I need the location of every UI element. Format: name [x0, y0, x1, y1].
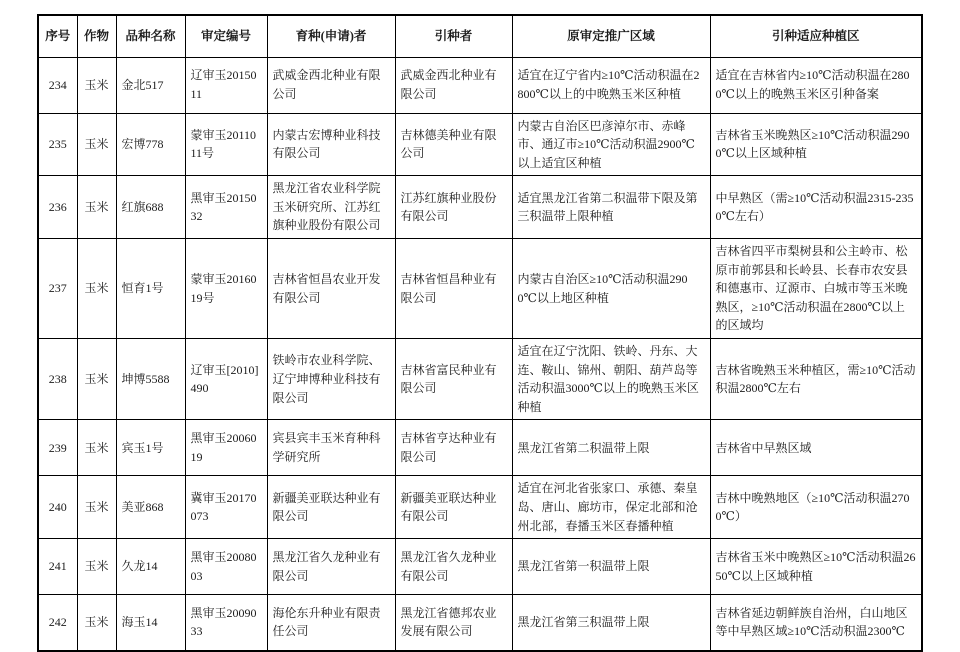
cell-breeder-applicant: 宾县宾丰玉米育种科学研究所: [267, 420, 395, 476]
table-row: [38, 176, 922, 239]
cell-variety-name: 宏博778: [116, 113, 185, 176]
cell-original-approved-region: 适宜黑龙江省第二积温带下限及第三积温带上限种植: [512, 176, 710, 239]
cell-approval-number: 蒙审玉2011011号: [185, 113, 267, 176]
cell-breeder-applicant: 铁岭市农业科学院、辽宁坤博种业科技有限公司: [267, 339, 395, 420]
cell-crop: 玉米: [77, 339, 116, 420]
cell-serial-number: 236: [38, 176, 77, 239]
cell-original-approved-region: 内蒙古自治区≥10℃活动积温2900℃以上地区种植: [512, 239, 710, 339]
cell-introducer: 黑龙江省德邦农业发展有限公司: [395, 595, 512, 651]
header-suitable-planting-zone: 引种适应种植区: [710, 15, 922, 57]
cell-variety-name: 美亚868: [116, 476, 185, 539]
cell-breeder-applicant: 内蒙古宏博种业科技有限公司: [267, 113, 395, 176]
cell-suitable-planting-zone: 吉林省中早熟区域: [710, 420, 922, 476]
cell-suitable-planting-zone: 吉林省玉米中晚熟区≥10℃活动积温2650℃以上区域种植: [710, 539, 922, 595]
cell-suitable-planting-zone: 吉林省延边朝鲜族自治州，白山地区等中早熟区域≥10℃活动积温2300℃: [710, 595, 922, 651]
cell-original-approved-region: 黑龙江省第一积温带上限: [512, 539, 710, 595]
table-row: [38, 239, 922, 339]
cell-introducer: 吉林省亨达种业有限公司: [395, 420, 512, 476]
cell-crop: 玉米: [77, 476, 116, 539]
cell-approval-number: 黑审玉2008003: [185, 539, 267, 595]
cell-approval-number: 冀审玉20170073: [185, 476, 267, 539]
cell-original-approved-region: 内蒙古自治区巴彦淖尔市、赤峰市、通辽市≥10℃活动积温2900℃以上适宜区种植: [512, 113, 710, 176]
table-row: [38, 539, 922, 595]
cell-approval-number: 黑审玉2009033: [185, 595, 267, 651]
cell-introducer: 武威金西北种业有限公司: [395, 57, 512, 113]
cell-crop: 玉米: [77, 539, 116, 595]
cell-approval-number: 蒙审玉2016019号: [185, 239, 267, 339]
cell-crop: 玉米: [77, 239, 116, 339]
cell-crop: 玉米: [77, 176, 116, 239]
cell-approval-number: 辽审玉2015011: [185, 57, 267, 113]
cell-breeder-applicant: 黑龙江省农业科学院玉米研究所、江苏红旗种业股份有限公司: [267, 176, 395, 239]
cell-serial-number: 240: [38, 476, 77, 539]
cell-serial-number: 239: [38, 420, 77, 476]
cell-introducer: 新疆美亚联达种业有限公司: [395, 476, 512, 539]
cell-crop: 玉米: [77, 595, 116, 651]
cell-breeder-applicant: 海伦东升种业有限责任公司: [267, 595, 395, 651]
cell-suitable-planting-zone: 吉林省玉米晚熟区≥10℃活动积温2900℃以上区域种植: [710, 113, 922, 176]
cell-crop: 玉米: [77, 57, 116, 113]
cell-approval-number: 辽审玉[2010]490: [185, 339, 267, 420]
cell-original-approved-region: 适宜在河北省张家口、承德、秦皇岛、唐山、廊坊市，保定北部和沧州北部，春播玉米区春播种植: [512, 476, 710, 539]
header-breeder-applicant: 育种(申请)者: [267, 15, 395, 57]
cell-introducer: 吉林德美种业有限公司: [395, 113, 512, 176]
cell-approval-number: 黑审玉2006019: [185, 420, 267, 476]
cell-serial-number: 237: [38, 239, 77, 339]
table-row: [38, 57, 922, 113]
cell-variety-name: 金北517: [116, 57, 185, 113]
cell-suitable-planting-zone: 吉林省晚熟玉米种植区，需≥10℃活动积温2800℃左右: [710, 339, 922, 420]
cell-introducer: 黑龙江省久龙种业有限公司: [395, 539, 512, 595]
header-variety-name: 品种名称: [116, 15, 185, 57]
cell-breeder-applicant: 黑龙江省久龙种业有限公司: [267, 539, 395, 595]
cell-breeder-applicant: 新疆美亚联达种业有限公司: [267, 476, 395, 539]
cell-suitable-planting-zone: 吉林中晚熟地区（≥10℃活动积温2700℃）: [710, 476, 922, 539]
header-introducer: 引种者: [395, 15, 512, 57]
cell-original-approved-region: 适宜在辽宁沈阳、铁岭、丹东、大连、鞍山、锦州、朝阳、葫芦岛等活动积温3000℃以上的晚熟玉米区种植: [512, 339, 710, 420]
cell-introducer: 吉林省恒昌种业有限公司: [395, 239, 512, 339]
cell-breeder-applicant: 武威金西北种业有限公司: [267, 57, 395, 113]
cell-serial-number: 235: [38, 113, 77, 176]
table-row: [38, 339, 922, 420]
cell-variety-name: 宾玉1号: [116, 420, 185, 476]
cell-serial-number: 238: [38, 339, 77, 420]
seed-variety-introduction-table: [37, 14, 923, 652]
cell-variety-name: 坤博5588: [116, 339, 185, 420]
table-body: [38, 57, 922, 651]
table-row: [38, 113, 922, 176]
cell-variety-name: 久龙14: [116, 539, 185, 595]
cell-suitable-planting-zone: 吉林省四平市梨树县和公主岭市、松原市前郭县和长岭县、长春市农安县和德惠市、辽源市、白城市等玉米晚熟区，≥10℃活动积温在2800℃以上的区域均: [710, 239, 922, 339]
cell-variety-name: 恒育1号: [116, 239, 185, 339]
cell-variety-name: 红旗688: [116, 176, 185, 239]
cell-serial-number: 241: [38, 539, 77, 595]
cell-suitable-planting-zone: 中早熟区（需≥10℃活动积温2315-2350℃左右）: [710, 176, 922, 239]
header-serial-number: 序号: [38, 15, 77, 57]
cell-original-approved-region: 黑龙江省第三积温带上限: [512, 595, 710, 651]
cell-suitable-planting-zone: 适宜在吉林省内≥10℃活动积温在2800℃以上的晚熟玉米区引种备案: [710, 57, 922, 113]
table-row: [38, 595, 922, 651]
cell-variety-name: 海玉14: [116, 595, 185, 651]
cell-serial-number: 234: [38, 57, 77, 113]
header-approval-number: 审定编号: [185, 15, 267, 57]
table-header-row: [38, 15, 922, 57]
cell-introducer: 吉林省富民种业有限公司: [395, 339, 512, 420]
cell-serial-number: 242: [38, 595, 77, 651]
cell-approval-number: 黑审玉2015032: [185, 176, 267, 239]
cell-breeder-applicant: 吉林省恒昌农业开发有限公司: [267, 239, 395, 339]
cell-original-approved-region: 适宜在辽宁省内≥10℃活动积温在2800℃以上的中晚熟玉米区种植: [512, 57, 710, 113]
table-row: [38, 420, 922, 476]
cell-original-approved-region: 黑龙江省第二积温带上限: [512, 420, 710, 476]
cell-crop: 玉米: [77, 113, 116, 176]
header-crop: 作物: [77, 15, 116, 57]
cell-introducer: 江苏红旗种业股份有限公司: [395, 176, 512, 239]
header-original-approved-region: 原审定推广区域: [512, 15, 710, 57]
table-row: [38, 476, 922, 539]
cell-crop: 玉米: [77, 420, 116, 476]
